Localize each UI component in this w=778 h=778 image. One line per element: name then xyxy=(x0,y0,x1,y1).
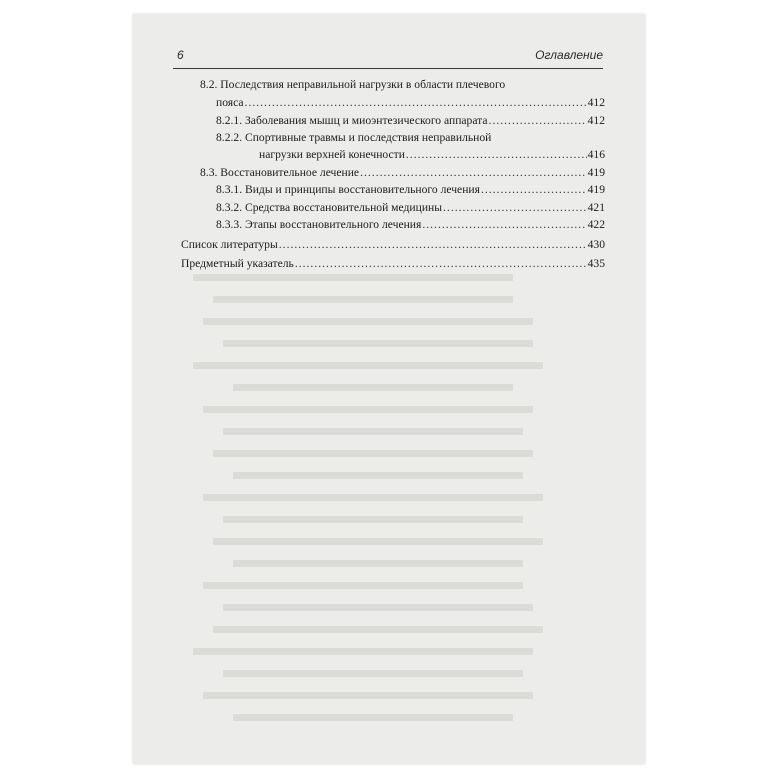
leader-dots xyxy=(295,257,587,270)
toc-page-number: 435 xyxy=(587,257,605,270)
leader-dots xyxy=(245,96,587,109)
leader-dots xyxy=(279,238,587,251)
toc-entry-text: 8.3. Восстановительное лечение xyxy=(200,166,360,179)
page-number: 6 xyxy=(177,48,184,62)
toc-page-number: 422 xyxy=(587,218,605,231)
toc-entry xyxy=(200,166,605,179)
toc-entry xyxy=(259,148,605,161)
leader-dots xyxy=(489,114,587,127)
toc-entry xyxy=(216,96,605,109)
header-divider xyxy=(173,68,603,69)
toc-entry xyxy=(181,257,605,270)
book-page xyxy=(133,14,645,764)
toc-page-number: 419 xyxy=(587,183,605,196)
toc-entry-text: пояса xyxy=(216,96,244,109)
leader-dots xyxy=(406,148,587,161)
leader-dots xyxy=(360,166,587,179)
leader-dots xyxy=(422,218,586,231)
toc-entry xyxy=(216,218,605,231)
toc-page-number: 412 xyxy=(587,114,605,127)
leader-dots xyxy=(443,201,587,214)
toc-entry-text: 8.3.2. Средства восстановительной медицины xyxy=(216,201,443,214)
toc-entry-text: 8.2.2. Спортивные травмы и последствия неправильной xyxy=(216,131,492,144)
toc-page-number: 416 xyxy=(587,148,605,161)
toc-entry xyxy=(216,201,605,214)
toc-page-number: 412 xyxy=(587,96,605,109)
toc-entry xyxy=(216,183,605,196)
toc-entry-text: 8.3.1. Виды и принципы восстановительного лечения xyxy=(216,183,480,196)
page-header xyxy=(173,48,603,68)
toc-entry xyxy=(216,114,605,127)
toc-entry-text: нагрузки верхней конечности xyxy=(259,148,405,161)
toc-entry-text: Список литературы xyxy=(181,238,278,251)
toc-entry-text: 8.2. Последствия неправильной нагрузки в области плечевого xyxy=(200,78,506,91)
leader-dots xyxy=(481,183,587,196)
toc-page-number: 421 xyxy=(587,201,605,214)
toc-page-number: 430 xyxy=(587,238,605,251)
running-title: Оглавление xyxy=(535,48,603,62)
toc-entry-text: Предметный указатель xyxy=(181,257,294,270)
toc-entry-text: 8.2.1. Заболевания мышц и миоэнтезического аппарата xyxy=(216,114,488,127)
toc-page-number: 419 xyxy=(587,166,605,179)
toc-entry-text: 8.3.3. Этапы восстановительного лечения xyxy=(216,218,422,231)
toc-entry xyxy=(181,238,605,251)
